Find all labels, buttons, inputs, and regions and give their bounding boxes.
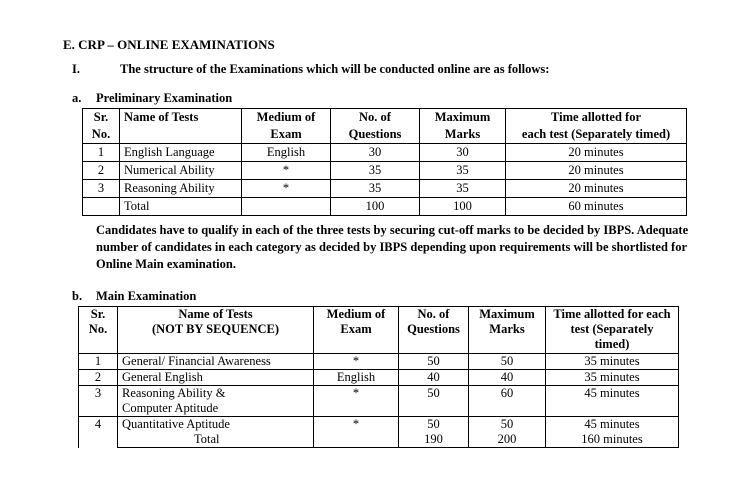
cell-marks: 50 <box>469 354 546 370</box>
cell-time: 35 minutes <box>546 354 679 370</box>
preliminary-label: a. <box>72 91 82 105</box>
cell-name: Numerical Ability <box>120 162 242 180</box>
cell-name: Reasoning Ability <box>120 180 242 198</box>
cell-medium: * <box>314 417 399 448</box>
cell-marks: 35 <box>420 180 506 198</box>
table-row <box>79 354 679 370</box>
cell-medium: * <box>242 162 331 180</box>
cell-medium: * <box>314 386 399 417</box>
cell-name: General English <box>118 370 314 386</box>
cell-name: Total <box>120 198 242 216</box>
cell-name: Quantitative Aptitude <box>118 417 314 448</box>
main-label: b. <box>72 289 83 303</box>
cell-name: English Language <box>120 144 242 162</box>
cell-marks: 40 <box>469 370 546 386</box>
cell-time: 45 minutes <box>546 386 679 417</box>
header-questions: No. of Questions <box>399 307 469 354</box>
cell-questions: 40 <box>399 370 469 386</box>
intro-text: The structure of the Examinations which will be conducted online are as follows: <box>120 62 550 76</box>
cell-medium: English <box>242 144 331 162</box>
cell-sr: 4 <box>79 417 118 448</box>
table-row <box>79 386 679 417</box>
cell-time: 20 minutes <box>506 180 687 198</box>
header-time: Time allotted for each test (Separately timed) <box>546 307 679 354</box>
table-row-total <box>83 198 687 216</box>
cell-name: Reasoning Ability & Computer Aptitude <box>118 386 314 417</box>
cell-questions: 30 <box>331 144 420 162</box>
header-medium: Medium of Exam <box>314 307 399 354</box>
cell-time: 20 minutes <box>506 162 687 180</box>
cell-sr: 3 <box>83 180 120 198</box>
header-sr: Sr. No. <box>83 109 120 144</box>
cell-questions: 50 <box>399 386 469 417</box>
header-marks: Maximum Marks <box>469 307 546 354</box>
preliminary-table <box>82 108 687 216</box>
cell-time: 60 minutes <box>506 198 687 216</box>
preliminary-header-row <box>83 109 687 144</box>
cell-sr <box>83 198 120 216</box>
preliminary-title: Preliminary Examination <box>96 91 233 105</box>
cell-questions: 35 <box>331 180 420 198</box>
cell-marks: 50 200 <box>469 417 546 448</box>
header-time: Time allotted for each test (Separately timed) <box>506 109 687 144</box>
main-title: Main Examination <box>96 289 197 303</box>
cell-medium <box>242 198 331 216</box>
cell-marks: 60 <box>469 386 546 417</box>
cell-marks: 35 <box>420 162 506 180</box>
table-row <box>79 370 679 386</box>
section-title: E. CRP – ONLINE EXAMINATIONS <box>63 37 275 52</box>
header-name: Name of Tests <box>120 109 242 144</box>
cell-questions: 35 <box>331 162 420 180</box>
cell-marks: 100 <box>420 198 506 216</box>
cell-questions: 50 190 <box>399 417 469 448</box>
cell-sr: 1 <box>83 144 120 162</box>
cell-questions: 100 <box>331 198 420 216</box>
intro-number: I. <box>72 62 80 76</box>
header-sr: Sr. No. <box>79 307 118 354</box>
table-row <box>83 144 687 162</box>
cell-medium: * <box>314 354 399 370</box>
table-row <box>79 417 679 448</box>
preliminary-note: Candidates have to qualify in each of the three tests by securing cut-off marks to be decided by IBPS. Adequate number of candidates in each category as decided by IBPS depending upon requirements will be shortlisted for Online Main examination. <box>96 223 689 271</box>
header-questions: No. of Questions <box>331 109 420 144</box>
cell-sr: 2 <box>83 162 120 180</box>
main-total-label: Total <box>194 432 220 446</box>
main-header-row <box>79 307 679 354</box>
cell-sr: 2 <box>79 370 118 386</box>
cell-time: 35 minutes <box>546 370 679 386</box>
cell-time: 20 minutes <box>506 144 687 162</box>
cell-sr: 3 <box>79 386 118 417</box>
table-row <box>83 162 687 180</box>
table-row <box>83 180 687 198</box>
header-name: Name of Tests (NOT BY SEQUENCE) <box>118 307 314 354</box>
cell-name: General/ Financial Awareness <box>118 354 314 370</box>
cell-time: 45 minutes 160 minutes <box>546 417 679 448</box>
cell-marks: 30 <box>420 144 506 162</box>
cell-questions: 50 <box>399 354 469 370</box>
cell-medium: English <box>314 370 399 386</box>
cell-medium: * <box>242 180 331 198</box>
header-medium: Medium of Exam <box>242 109 331 144</box>
header-marks: Maximum Marks <box>420 109 506 144</box>
main-table <box>78 306 679 448</box>
cell-sr: 1 <box>79 354 118 370</box>
